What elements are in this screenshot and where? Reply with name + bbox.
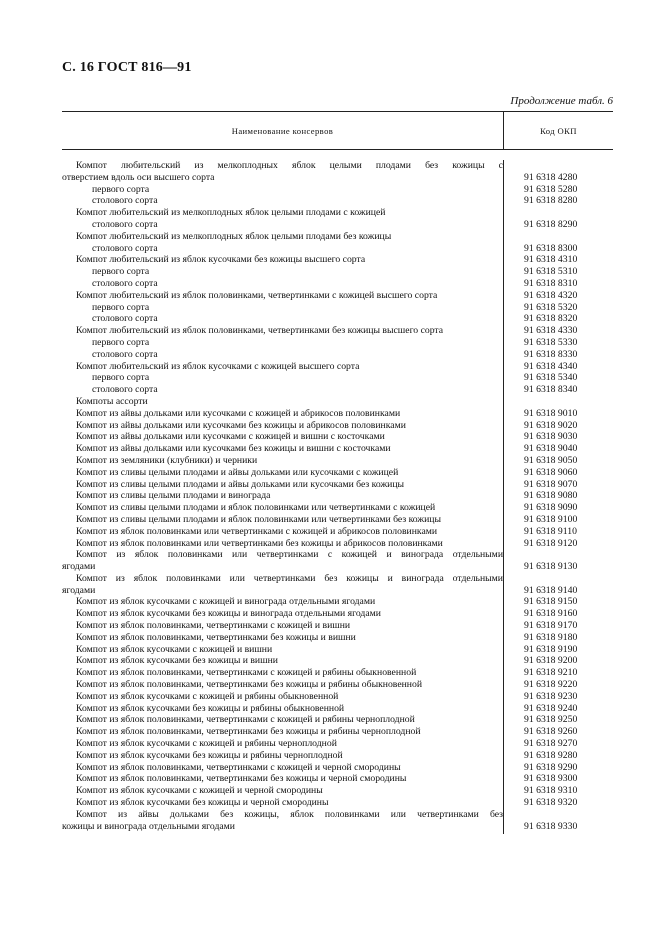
product-name: Компот из яблок половинками, четвертинками с кожицей и рябины обыкновенной: [76, 667, 417, 679]
okp-code: 91 6318 9020: [524, 419, 578, 431]
okp-code: [504, 207, 613, 219]
okp-code: 91 6318 9210: [524, 667, 578, 679]
codes-column: [504, 160, 613, 834]
okp-code: 91 6318 8280: [524, 195, 578, 207]
okp-code: 91 6318 9300: [524, 773, 578, 785]
product-name: Компот из яблок половинками или четвертинками с кожицей и абрикосов половинками: [76, 525, 438, 537]
okp-code: 91 6318 8320: [524, 313, 578, 325]
product-name: Компот из яблок половинками, четвертинками без кожицы и вишни: [76, 631, 356, 643]
product-name: Компот из яблок кусочками без кожицы и рябины черноплодной: [76, 749, 343, 761]
product-name: столового сорта: [92, 277, 158, 289]
okp-code: 91 6318 5340: [524, 372, 578, 384]
okp-code: 91 6318 9150: [524, 596, 578, 608]
okp-code: 91 6318 9180: [524, 631, 578, 643]
product-name: Компот из яблок кусочками с кожицей и винограда отдельными ягодами: [76, 596, 376, 608]
product-name: Компот из яблок кусочками без кожицы и винограда отдельными ягодами: [76, 608, 381, 620]
product-name: столового сорта: [92, 218, 158, 230]
product-name: Компот из айвы дольками или кусочками с кожицей и абрикосов половинками: [76, 407, 401, 419]
okp-code: 91 6318 9120: [524, 537, 578, 549]
product-name: Компот любительский из яблок кусочками без кожицы высшего сорта: [76, 254, 366, 266]
okp-code: 91 6318 9110: [524, 525, 577, 537]
product-name: Компот из яблок половинками, четвертинками с кожицей и вишни: [76, 620, 351, 632]
product-name: Компот из яблок кусочками с кожицей и рябины черноплодной: [76, 738, 337, 750]
okp-code: 91 6318 9030: [524, 431, 578, 443]
product-name: первого сорта: [92, 183, 150, 195]
okp-code: 91 6318 9310: [524, 785, 578, 797]
product-name: Компот из яблок половинками или четвертинками без кожицы и винограда отдельными: [76, 572, 503, 584]
product-name: первого сорта: [92, 336, 150, 348]
okp-code: [504, 396, 613, 408]
column-header-name: Наименование консервов: [62, 112, 504, 149]
product-name: Компот любительский из яблок половинками, четвертинками без кожицы высшего сорта: [76, 325, 444, 337]
product-name: столового сорта: [92, 195, 158, 207]
product-name: Компот из айвы дольками или кусочками без кожицы и абрикосов половинками: [76, 419, 406, 431]
okp-code: 91 6318 5330: [524, 336, 578, 348]
product-name: Компот любительский из яблок кусочками с кожицей высшего сорта: [76, 360, 360, 372]
okp-code: 91 6318 9240: [524, 702, 578, 714]
okp-code: 91 6318 9010: [524, 407, 578, 419]
okp-code: 91 6318 4340: [524, 360, 578, 372]
product-name: Компот из яблок половинками, четвертинками без кожицы и черной смородины: [76, 773, 407, 785]
okp-code: 91 6318 4330: [524, 325, 578, 337]
okp-code: 91 6318 9230: [524, 690, 578, 702]
product-name: кожицы и винограда отдельными ягодами: [62, 820, 235, 832]
okp-code: 91 6318 9040: [524, 443, 578, 455]
okp-code: 91 6318 9090: [524, 502, 578, 514]
product-name: Компот из яблок половинками, четвертинками с кожицей и рябины черноплодной: [76, 714, 415, 726]
okp-code: [504, 231, 613, 243]
okp-code: 91 6318 9050: [524, 454, 578, 466]
okp-code: 91 6318 8330: [524, 348, 578, 360]
okp-code: 91 6318 9160: [524, 608, 578, 620]
product-name: Компот из яблок кусочками с кожицей и рябины обыкновенной: [76, 690, 339, 702]
table-header: [62, 112, 613, 149]
okp-code: 91 6318 9220: [524, 679, 578, 691]
okp-code: 91 6318 9320: [524, 797, 578, 809]
product-name: Компот из яблок половинками или четвертинками без кожицы и абрикосов половинками: [76, 537, 443, 549]
product-name: первого сорта: [92, 301, 150, 313]
okp-code: 91 6318 8300: [524, 242, 578, 254]
okp-code: 91 6318 8310: [524, 277, 578, 289]
okp-code: [504, 160, 613, 172]
okp-code: 91 6318 5320: [524, 301, 578, 313]
product-name: Компот из яблок кусочками без кожицы и вишни: [76, 655, 278, 667]
okp-code: 91 6318 9140: [524, 584, 578, 596]
okp-code: 91 6318 4280: [524, 171, 578, 183]
product-name: первого сорта: [92, 372, 150, 384]
product-name: столового сорта: [92, 348, 158, 360]
product-name: Компот из яблок половинками, четвертинками с кожицей и черной смородины: [76, 761, 401, 773]
okp-code: 91 6318 9130: [524, 561, 578, 573]
product-name: Компот любительский из яблок половинками, четвертинками с кожицей высшего сорта: [76, 289, 438, 301]
okp-code: 91 6318 9060: [524, 466, 578, 478]
okp-code: [504, 549, 613, 561]
product-name: Компот из яблок половинками, четвертинками без кожицы и рябины обыкновенной: [76, 679, 423, 691]
table-body: [62, 150, 613, 834]
okp-code: 91 6318 9070: [524, 478, 578, 490]
product-name: Компот из яблок кусочками с кожицей и черной смородины: [76, 785, 323, 797]
okp-code: 91 6318 4310: [524, 254, 578, 266]
product-name: Компот из яблок половинками или четвертинками с кожицей и винограда отдельными: [76, 549, 503, 561]
product-name: Компот из айвы дольками или кусочками с кожицей и вишни с косточками: [76, 431, 385, 443]
okp-code: 91 6318 9250: [524, 714, 578, 726]
names-column: [62, 160, 504, 834]
okp-code: 91 6318 5310: [524, 266, 578, 278]
product-name: Компот из сливы целыми плодами и яблок половинками или четвертинками с кожицей: [76, 502, 436, 514]
okp-code: 91 6318 9190: [524, 643, 578, 655]
okp-code: 91 6318 9290: [524, 761, 578, 773]
okp-code: 91 6318 9170: [524, 620, 578, 632]
product-name: Компот из яблок половинками, четвертинками без кожицы и рябины черноплодной: [76, 726, 421, 738]
product-name: Компоты ассорти: [76, 395, 148, 407]
okp-code: 91 6318 9200: [524, 655, 578, 667]
product-name: отверстием вдоль оси высшего сорта: [62, 171, 215, 183]
product-name: Компот из земляники (клубники) и черники: [76, 454, 258, 466]
product-name: Компот из яблок кусочками без кожицы и черной смородины: [76, 797, 329, 809]
product-name: столового сорта: [92, 313, 158, 325]
okp-code: 91 6318 4320: [524, 289, 578, 301]
product-name: Компот из сливы целыми плодами и айвы дольками или кусочками с кожицей: [76, 466, 399, 478]
product-name: столового сорта: [92, 384, 158, 396]
okp-code: 91 6318 9080: [524, 490, 578, 502]
product-name: столового сорта: [92, 242, 158, 254]
okp-code: 91 6318 8340: [524, 384, 578, 396]
okp-code: 91 6318 9330: [524, 820, 578, 832]
okp-code: 91 6318 8290: [524, 218, 578, 230]
product-name: Компот любительский из мелкоплодных яблок целыми плодами с кожицей: [76, 207, 386, 219]
okp-code: 91 6318 9280: [524, 749, 578, 761]
canned-products-table: [62, 111, 613, 834]
product-name: Компот из сливы целыми плодами и айвы дольками или кусочками без кожицы: [76, 478, 405, 490]
table-continuation-label: Продолжение табл. 6: [510, 95, 613, 107]
product-name: Компот из айвы дольками без кожицы, яблок половинками или четвертинками без: [76, 808, 503, 820]
product-name: Компот из сливы целыми плодами и яблок половинками или четвертинками без кожицы: [76, 513, 441, 525]
okp-code: [504, 573, 613, 585]
product-name: ягодами: [62, 561, 96, 573]
product-name: Компот из сливы целыми плодами и винограда: [76, 490, 271, 502]
column-header-code: Код ОКП: [540, 125, 577, 136]
okp-code: 91 6318 9260: [524, 726, 578, 738]
okp-code: 91 6318 5280: [524, 183, 578, 195]
okp-code: [504, 809, 613, 821]
product-name: Компот из яблок кусочками с кожицей и вишни: [76, 643, 273, 655]
okp-code: 91 6318 9270: [524, 738, 578, 750]
product-name: Компот из айвы дольками или кусочками без кожицы и вишни с косточками: [76, 443, 391, 455]
product-name: Компот из яблок кусочками без кожицы и рябины обыкновенной: [76, 702, 345, 714]
product-name: ягодами: [62, 584, 96, 596]
okp-code: 91 6318 9100: [524, 513, 578, 525]
page-header: С. 16 ГОСТ 816—91: [62, 60, 192, 75]
product-name: первого сорта: [92, 266, 150, 278]
product-name: Компот любительский из мелкоплодных яблок целыми плодами без кожицы: [76, 230, 392, 242]
product-name: Компот любительский из мелкоплодных яблок целыми плодами без кожицы с: [76, 160, 503, 171]
